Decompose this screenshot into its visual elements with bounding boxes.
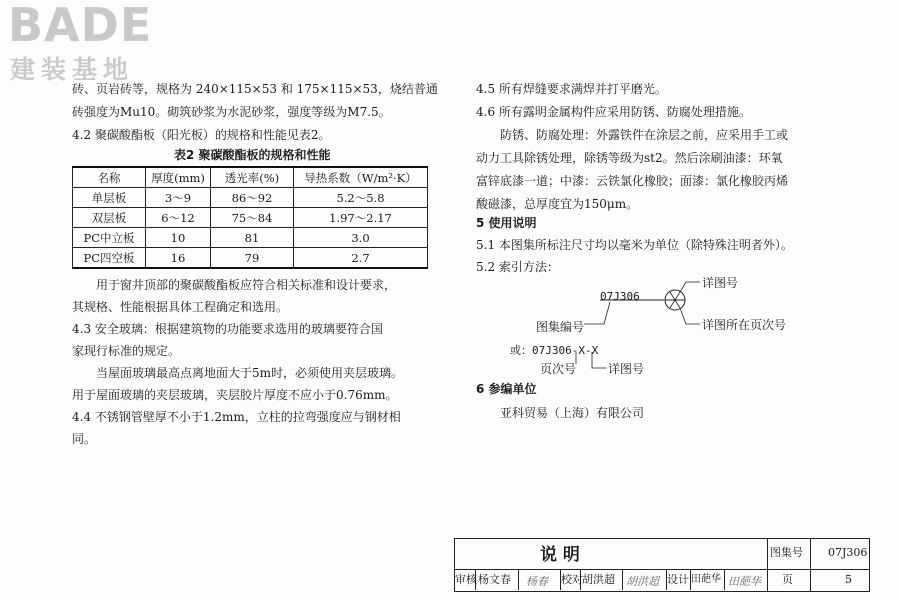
paragraph-line: 当屋面玻璃最高点离地面大于5m时，必须使用夹层玻璃。 [96,366,404,380]
paragraph-line: 防锈、防腐处理：外露铁件在涂层之前，应采用手工或 [500,128,789,142]
spec-table [72,166,428,269]
table-cell: PC四空板 [73,248,146,269]
paragraph-line: 用于屋面玻璃的夹层玻璃，夹层胶片厚度不应小于0.76mm。 [72,388,398,402]
paragraph-line: 砖、页岩砖等，规格为 240×115×53 和 175×115×53，烧结普通 [72,82,438,96]
index-label-detailno: 详图号 [608,362,645,376]
index-label-detail: 详图号 [702,276,739,290]
check-signature: 胡洪超 [626,575,659,588]
paragraph-line: 酸磁漆，总厚度宜为150μm。 [476,197,639,211]
table-cell: PC中立板 [73,228,146,248]
drawing-title: 说 明 [540,545,580,565]
table-cell: 86～92 [211,188,294,208]
design-signature: 田葩华 [728,575,761,588]
review-name: 杨文春 [478,573,511,586]
table-header-cell: 透光率(%) [211,167,294,188]
table-row [73,208,428,228]
table-header-row [73,167,428,188]
index-label-atlas: 图集编号 [536,320,585,334]
review-label: 审核 [455,573,477,586]
paragraph-line: 富锌底漆一道；中漆：云铁氯化橡胶；面漆：氯化橡胶丙烯 [476,174,789,188]
section-5-1: 5.1 本图集所标注尺寸均以毫米为单位（除特殊注明者外）。 [476,238,793,252]
table-cell: 双层板 [73,208,146,228]
page-number: 5 [845,573,852,586]
section-4-2: 4.2 聚碳酸酯板（阳光板）的规格和性能见表2。 [72,128,331,142]
atlas-no: 07J306 [828,546,868,559]
logo-subtitle: 建装基地 [10,55,135,84]
logo-wordmark: BADE [8,0,153,52]
index-alternate: 或：07J306-X-X [510,344,599,357]
table-row [73,188,428,208]
section-4-3: 4.3 安全玻璃：根据建筑物的功能要求选用的玻璃要符合国 [72,322,383,336]
table-title: 表2 聚碳酸酯板的规格和性能 [174,148,331,162]
index-atlas-code: 07J306 [600,290,640,303]
index-label-pageno: 页次号 [540,362,577,376]
contributor-company: 亚科贸易（上海）有限公司 [500,406,645,420]
design-label: 设计 [667,573,689,586]
table-header-cell: 导热系数（W/m²·K） [294,167,428,188]
table-cell: 10 [146,228,211,248]
section-heading-6: 6 参编单位 [476,382,537,396]
paragraph-line: 用于窗井顶部的聚碳酸酯板应符合相关标准和设计要求， [96,278,397,292]
paragraph-line: 同。 [72,432,97,446]
table-row [73,228,428,248]
table-cell: 3～9 [146,188,211,208]
table-header-cell: 名称 [73,167,146,188]
table-cell: 单层板 [73,188,146,208]
section-4-4: 4.4 不锈钢管壁厚不小于1.2mm，立柱的拉弯强度应与钢材相 [72,410,401,424]
table-cell: 3.0 [294,228,428,248]
design-name: 田葩华 [691,574,721,585]
section-4-5: 4.5 所有焊缝要求满焊并打平磨光。 [476,82,667,96]
table-row [73,248,428,269]
table-cell: 1.97～2.17 [294,208,428,228]
paragraph-line: 其规格、性能根据具体工程确定和选用。 [72,300,289,314]
atlas-no-label: 图集号 [770,546,803,559]
table-cell: 6～12 [146,208,211,228]
table-header-cell: 厚度(mm) [146,167,211,188]
section-heading-5: 5 使用说明 [476,216,537,230]
paragraph-line: 动力工具除锈处理，除锈等级为st2。然后涂刷油漆：环氧 [476,151,783,165]
title-block [454,538,870,592]
table-cell: 81 [211,228,294,248]
index-label-page: 详图所在页次号 [702,318,787,332]
table-cell: 5.2～5.8 [294,188,428,208]
page-label: 页 [782,573,793,586]
paragraph-line: 砖强度为Mu10。砌筑砂浆为水泥砂浆，强度等级为M7.5。 [72,105,391,119]
section-4-6: 4.6 所有露明金属构件应采用防锈、防腐处理措施。 [476,105,751,119]
table-cell: 75～84 [211,208,294,228]
table-cell: 2.7 [294,248,428,269]
section-5-2: 5.2 索引方法： [476,260,559,274]
check-name: 胡洪超 [582,573,615,586]
table-cell: 79 [211,248,294,269]
check-label: 校对 [561,573,583,586]
table-cell: 16 [146,248,211,269]
review-signature: 杨春 [526,575,548,588]
paragraph-line: 家现行标准的规定。 [72,344,181,358]
